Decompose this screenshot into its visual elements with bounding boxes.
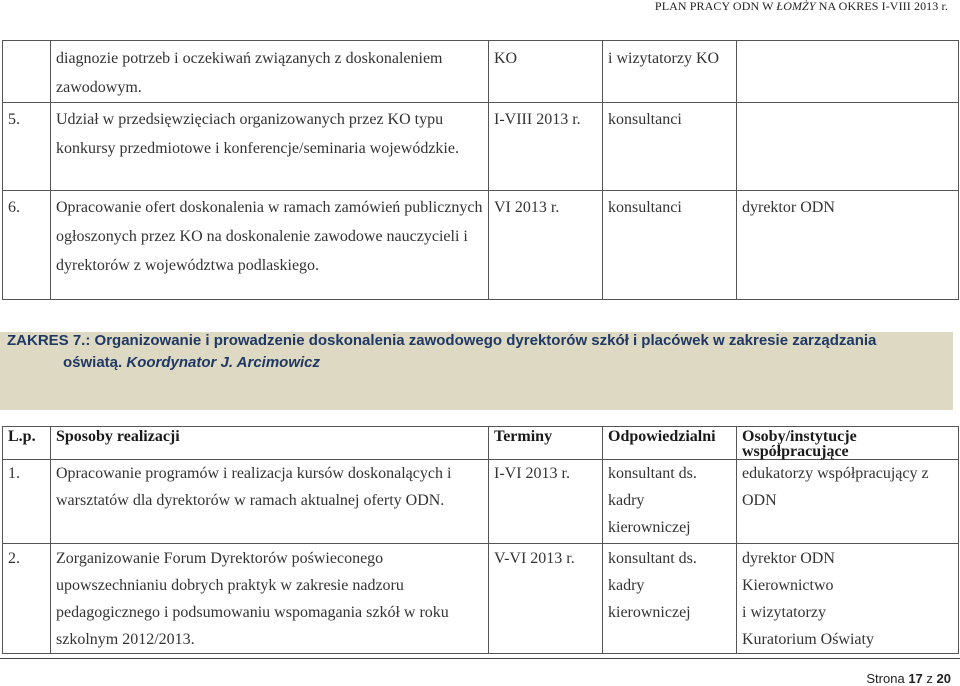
table-row <box>3 191 959 300</box>
header-city: ŁOMŻY <box>776 0 816 13</box>
row-description: Opracowanie programów i realizacja kursów doskonalących i warsztatów dla dyrektorów w ramach aktualnej oferty ODN. <box>51 460 489 544</box>
zakres-title-line2 <box>63 354 320 371</box>
row-cooperating: edukatorzy współpracujący z ODN <box>737 460 959 544</box>
row-number: 1. <box>3 460 51 544</box>
footer-page: 17 <box>908 671 923 686</box>
zakres-banner <box>0 332 953 410</box>
col-header-resp: Odpowiedzialni <box>603 427 737 460</box>
footer-divider <box>0 658 960 659</box>
row-number: 2. <box>3 544 51 654</box>
table-row <box>3 460 959 544</box>
coop-line: dyrektor ODN <box>742 550 835 567</box>
col-header-coop: Osoby/instytucje współpracujące <box>737 427 959 460</box>
header-prefix: PLAN PRACY ODN W <box>654 0 777 13</box>
table-row <box>3 103 959 191</box>
col-header-term: Terminy <box>489 427 603 460</box>
zakres-title-line1 <box>7 332 876 349</box>
row-cooperating <box>737 103 959 191</box>
zakres-text-end: oświatą. <box>63 354 123 371</box>
page-footer <box>866 671 951 686</box>
zakres-coordinator: Koordynator J. Arcimowicz <box>126 354 321 371</box>
header-suffix: NA OKRES I-VIII 2013 r. <box>815 0 948 13</box>
row-number: 6. <box>3 191 51 300</box>
footer-total: 20 <box>936 671 951 686</box>
page-header <box>655 0 948 14</box>
footer-label: Strona <box>866 671 905 686</box>
col-header-what: Sposoby realizacji <box>51 427 489 460</box>
table-row <box>3 544 959 654</box>
plan-table-continued <box>2 40 959 300</box>
row-term: KO <box>489 41 603 103</box>
zakres-label: ZAKRES 7. <box>7 332 86 349</box>
row-cooperating <box>737 41 959 103</box>
row-number: 5. <box>3 103 51 191</box>
row-term: I-VIII 2013 r. <box>489 103 603 191</box>
table-row <box>3 41 959 103</box>
col-header-lp: L.p. <box>3 427 51 460</box>
row-responsible: konsultant ds. kadry kierowniczej <box>603 460 737 544</box>
row-term: VI 2013 r. <box>489 191 603 300</box>
row-responsible: i wizytatorzy KO <box>603 41 737 103</box>
table-header-row <box>3 427 959 460</box>
row-description: diagnozie potrzeb i oczekiwań związanych z doskonaleniem zawodowym. <box>51 41 489 103</box>
row-term: I-VI 2013 r. <box>489 460 603 544</box>
coop-line: i wizytatorzy <box>742 604 826 621</box>
row-term: V-VI 2013 r. <box>489 544 603 654</box>
zakres-7-table <box>2 426 959 654</box>
coop-line: Kierownictwo <box>742 577 834 594</box>
row-number <box>3 41 51 103</box>
row-cooperating <box>737 544 959 654</box>
row-description: Udział w przedsięwzięciach organizowanych przez KO typu konkursy przedmiotowe i konferencje/seminaria wojewódzkie. <box>51 103 489 191</box>
row-cooperating: dyrektor ODN <box>737 191 959 300</box>
row-responsible: konsultanci <box>603 191 737 300</box>
row-responsible: konsultanci <box>603 103 737 191</box>
row-responsible: konsultant ds. kadry kierowniczej <box>603 544 737 654</box>
row-description: Zorganizowanie Forum Dyrektorów poświeconego upowszechnianiu dobrych praktyk w zakresie nadzoru pedagogicznego i podsumowaniu wspomagania szkół w roku szkolnym 2012/2013. <box>51 544 489 654</box>
row-description: Opracowanie ofert doskonalenia w ramach zamówień publicznych ogłoszonych przez KO na doskonalenie zawodowe nauczycieli i dyrektorów z województwa podlaskiego. <box>51 191 489 300</box>
footer-of: z <box>926 671 933 686</box>
zakres-text: : Organizowanie i prowadzenie doskonalenia zawodowego dyrektorów szkół i placówek w zakresie zarządzania <box>85 332 877 349</box>
coop-line: Kuratorium Oświaty <box>742 631 874 648</box>
